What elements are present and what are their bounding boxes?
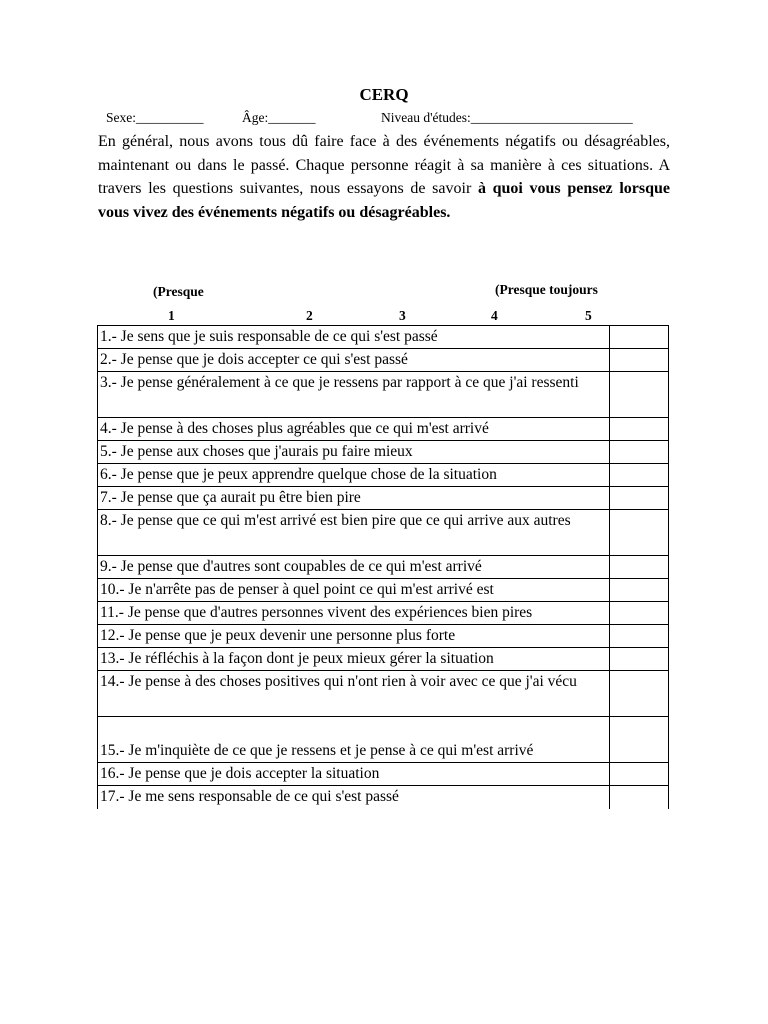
item-text: 17.- Je me sens responsable de ce qui s'est passé: [98, 786, 610, 809]
answer-cell[interactable]: [610, 556, 669, 579]
answer-cell[interactable]: [610, 602, 669, 625]
age-field[interactable]: Âge:_______: [242, 110, 316, 125]
answer-cell[interactable]: [610, 464, 669, 487]
item-text: 9.- Je pense que d'autres sont coupables de ce qui m'est arrivé: [98, 556, 610, 579]
scale-number: 4: [491, 308, 498, 323]
answer-cell[interactable]: [610, 372, 669, 418]
answer-cell[interactable]: [610, 349, 669, 372]
scale-number: 1: [168, 308, 175, 323]
answer-cell[interactable]: [610, 510, 669, 556]
item-text: 1.- Je sens que je suis responsable de ce qui s'est passé: [98, 326, 610, 349]
scale-number: 2: [306, 308, 313, 323]
answer-cell[interactable]: [610, 579, 669, 602]
item-text: 11.- Je pense que d'autres personnes vivent des expériences bien pires: [98, 602, 610, 625]
answer-cell[interactable]: [610, 418, 669, 441]
answer-cell[interactable]: [610, 786, 669, 809]
scale-number: 3: [399, 308, 406, 323]
item-text: 2.- Je pense que je dois accepter ce qui s'est passé: [98, 349, 610, 372]
item-text: 3.- Je pense généralement à ce que je ressens par rapport à ce que j'ai ressenti: [98, 372, 610, 418]
answer-cell[interactable]: [610, 625, 669, 648]
scale-number: 5: [585, 308, 592, 323]
item-text: 8.- Je pense que ce qui m'est arrivé est bien pire que ce qui arrive aux autres: [98, 510, 610, 556]
questionnaire-table: [97, 325, 669, 809]
instructions-text: En général, nous avons tous dû faire face à des événements négatifs ou désagréables, maintenant ou dans le passé. Chaque personne réagit à sa manière à ces situations. A travers les questions suivantes, nous essayons de savoir: [98, 133, 670, 197]
item-text: 7.- Je pense que ça aurait pu être bien pire: [98, 487, 610, 510]
item-text: 16.- Je pense que je dois accepter la situation: [98, 763, 610, 786]
item-text: 5.- Je pense aux choses que j'aurais pu faire mieux: [98, 441, 610, 464]
item-text: 14.- Je pense à des choses positives qui n'ont rien à voir avec ce que j'ai vécu: [98, 671, 610, 717]
answer-cell[interactable]: [610, 487, 669, 510]
instructions: [98, 130, 670, 224]
form-title: CERQ: [359, 85, 409, 104]
item-text: 15.- Je m'inquiète de ce que je ressens et je pense à ce qui m'est arrivé: [98, 717, 610, 763]
item-text: 6.- Je pense que je peux apprendre quelque chose de la situation: [98, 464, 610, 487]
scale-left-label: (Presque: [153, 284, 204, 299]
respondent-fields: [106, 110, 666, 128]
answer-cell[interactable]: [610, 763, 669, 786]
answer-cell[interactable]: [610, 441, 669, 464]
item-text: 13.- Je réfléchis à la façon dont je peux mieux gérer la situation: [98, 648, 610, 671]
answer-cell[interactable]: [610, 326, 669, 349]
answer-cell[interactable]: [610, 717, 669, 763]
item-text: 4.- Je pense à des choses plus agréables que ce qui m'est arrivé: [98, 418, 610, 441]
answer-cell[interactable]: [610, 648, 669, 671]
item-text: 12.- Je pense que je peux devenir une personne plus forte: [98, 625, 610, 648]
scale-right-label: (Presque toujours: [495, 282, 598, 297]
instructions-emphasis: à quoi vous pensez lorsque vous vivez des événements négatifs ou désagréables.: [98, 180, 670, 221]
sexe-field[interactable]: Sexe:__________: [106, 110, 204, 125]
niveau-etudes-field[interactable]: Niveau d'études:________________________: [381, 110, 633, 125]
item-text: 10.- Je n'arrête pas de penser à quel point ce qui m'est arrivé est: [98, 579, 610, 602]
answer-cell[interactable]: [610, 671, 669, 717]
